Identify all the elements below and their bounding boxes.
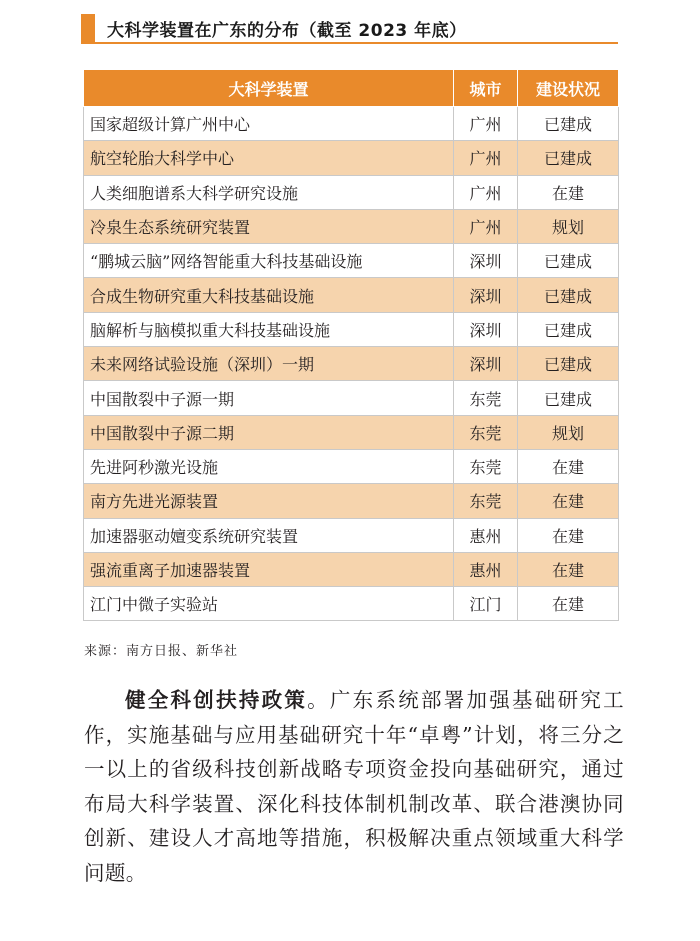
facility-name: 脑解析与脑模拟重大科技基础设施 <box>84 312 454 346</box>
facility-city: 惠州 <box>454 518 518 552</box>
facility-status: 已建成 <box>518 347 619 381</box>
facility-status: 规划 <box>518 209 619 243</box>
facility-status: 已建成 <box>518 107 619 141</box>
facility-name: 冷泉生态系统研究装置 <box>84 209 454 243</box>
table-row <box>84 552 619 586</box>
facility-city: 深圳 <box>454 312 518 346</box>
facility-city: 广州 <box>454 107 518 141</box>
paragraph-lead: 健全科创扶持政策 <box>125 688 308 712</box>
table-row <box>84 278 619 312</box>
table-row <box>84 107 619 141</box>
facility-city: 广州 <box>454 209 518 243</box>
table-header-row <box>84 70 619 107</box>
table-row <box>84 141 619 175</box>
facility-city: 惠州 <box>454 552 518 586</box>
table-row <box>84 381 619 415</box>
facility-status: 在建 <box>518 587 619 621</box>
facility-status: 在建 <box>518 552 619 586</box>
body-paragraph <box>84 683 624 891</box>
facility-city: 东莞 <box>454 415 518 449</box>
facility-status: 已建成 <box>518 141 619 175</box>
facility-status: 规划 <box>518 415 619 449</box>
table-row <box>84 449 619 483</box>
table-row <box>84 209 619 243</box>
table-row <box>84 484 619 518</box>
paragraph-text: 。广东系统部署加强基础研究工作，实施基础与应用基础研究十年“卓粤”计划，将三分之一以上的省级科技创新战略专项资金投向基础研究，通过布局大科学装置、深化科技体制机制改革、联合港澳协同创新、建设人才高地等措施，积极解决重点领域重大科学问题。 <box>84 688 624 885</box>
table-row <box>84 347 619 381</box>
facility-name: 中国散裂中子源二期 <box>84 415 454 449</box>
facility-name: 国家超级计算广州中心 <box>84 107 454 141</box>
facility-status: 已建成 <box>518 381 619 415</box>
facility-name: 中国散裂中子源一期 <box>84 381 454 415</box>
facility-name: 合成生物研究重大科技基础设施 <box>84 278 454 312</box>
facility-name: 强流重离子加速器装置 <box>84 552 454 586</box>
header-accent-block <box>81 14 95 44</box>
facility-city: 江门 <box>454 587 518 621</box>
table-row <box>84 312 619 346</box>
facility-status: 在建 <box>518 518 619 552</box>
facility-name: 南方先进光源装置 <box>84 484 454 518</box>
facility-name: 加速器驱动嬗变系统研究装置 <box>84 518 454 552</box>
facility-city: 深圳 <box>454 244 518 278</box>
facility-name: 先进阿秒激光设施 <box>84 449 454 483</box>
facility-name: 航空轮胎大科学中心 <box>84 141 454 175</box>
facility-city: 东莞 <box>454 449 518 483</box>
facility-name: 江门中微子实验站 <box>84 587 454 621</box>
facilities-table <box>83 69 619 621</box>
facility-city: 东莞 <box>454 381 518 415</box>
facility-status: 已建成 <box>518 278 619 312</box>
facility-city: 深圳 <box>454 347 518 381</box>
facility-status: 已建成 <box>518 312 619 346</box>
facility-city: 深圳 <box>454 278 518 312</box>
facility-status: 在建 <box>518 484 619 518</box>
table-row <box>84 415 619 449</box>
table-row <box>84 587 619 621</box>
header-status: 建设状况 <box>518 70 619 107</box>
table-row <box>84 518 619 552</box>
header-facility: 大科学装置 <box>84 70 454 107</box>
facility-name: “鹏城云脑”网络智能重大科技基础设施 <box>84 244 454 278</box>
table-row <box>84 244 619 278</box>
header-city: 城市 <box>454 70 518 107</box>
facility-city: 广州 <box>454 175 518 209</box>
facility-name: 人类细胞谱系大科学研究设施 <box>84 175 454 209</box>
section-header <box>81 8 618 44</box>
table-row <box>84 175 619 209</box>
facility-status: 在建 <box>518 449 619 483</box>
facility-status: 已建成 <box>518 244 619 278</box>
facility-city: 广州 <box>454 141 518 175</box>
header-rule <box>81 42 618 44</box>
facility-status: 在建 <box>518 175 619 209</box>
source-note: 来源：南方日报、新华社 <box>84 644 239 659</box>
facility-city: 东莞 <box>454 484 518 518</box>
facility-name: 未来网络试验设施（深圳）一期 <box>84 347 454 381</box>
section-title: 大科学装置在广东的分布（截至 2023 年底） <box>107 21 467 41</box>
